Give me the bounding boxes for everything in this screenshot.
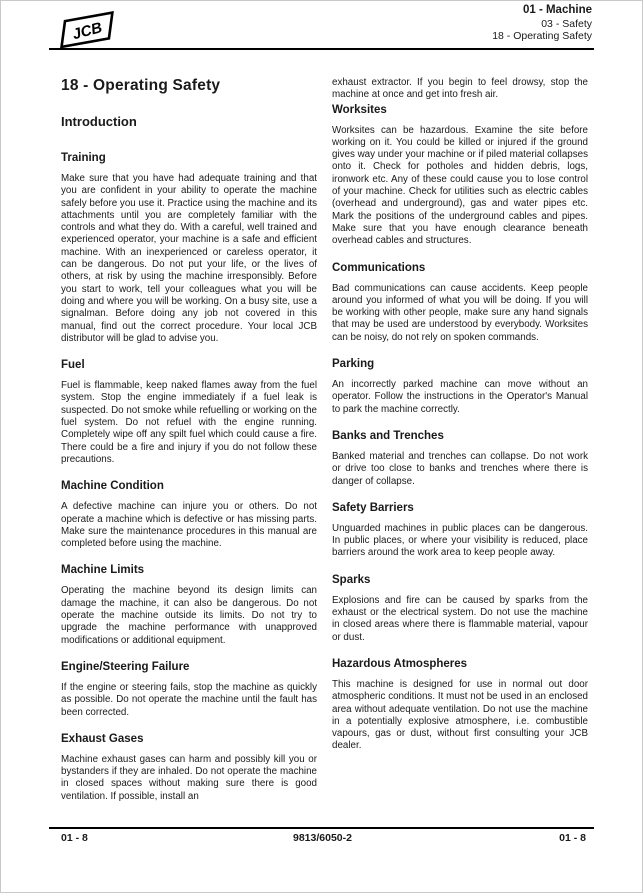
jcb-logo-icon xyxy=(51,7,121,53)
section-body: An incorrectly parked machine can move without an operator. Follow the instructions in the Operator's Manual to park the machine correctly. xyxy=(332,379,588,415)
section-communications xyxy=(332,262,588,344)
section-heading: Exhaust Gases xyxy=(61,732,144,745)
section-body: Banked material and trenches can collapse. Do not work or drive too close to banks and trenches where there is danger of collapse. xyxy=(332,450,588,487)
section-parking xyxy=(332,358,588,416)
left-column xyxy=(61,77,317,803)
intro-heading: Introduction xyxy=(61,114,137,129)
section-heading: Hazardous Atmospheres xyxy=(332,657,468,670)
section-worksites xyxy=(332,104,588,248)
section-heading: Communications xyxy=(332,261,426,274)
section-heading: Sparks xyxy=(332,573,371,586)
section-body: Worksites can be hazardous. Examine the site before working on it. You could be killed or injured if the ground gives way under your machine or if piled material collapses onto it. Check for potholes and hidden debris, logs, ironwork etc. Any of these could cause you to lose control of your machine. Check for utilities such as electric cables (overhead and underground), gas and water pipes etc. Mark the positions of the underground cables and pipes. Make sure that you have enough clearance beneath overhead cables and structures. xyxy=(332,124,588,247)
section-safety-barriers xyxy=(332,502,588,560)
footer-rule xyxy=(49,827,594,829)
section-body: Make sure that you have had adequate training and that you are confident in your ability to operate the machine safely before you use it. Practice using the machine and its attachments until you are completely familiar with the controls and what they do. With a careful, well trained and experienced operator, your machine is a safe and efficient machine. With an inexperienced or careless operator, it can be dangerous. Do not put your life, or the lives of others, at risk by using the machine irresponsibly. Before you start to work, tell your colleagues what you will be doing and where you will be working. On a busy site, use a signalman. Before doing any job not covered in this manual, find out the correct procedure. Your local JCB distributor will be glad to advise you. xyxy=(61,173,317,344)
section-training xyxy=(61,152,317,345)
header-subsection: 18 - Operating Safety xyxy=(492,30,592,43)
section-body: Bad communications can cause accidents. Keep people around you informed of what you will be doing. If you will be working with other people, make sure any hand signals that may be used are understood by everybody. Worksites can be noisy, do not rely on spoken commands. xyxy=(332,282,588,343)
section-machine-condition xyxy=(61,480,317,550)
section-exhaust-gases xyxy=(61,733,317,803)
section-body: Explosions and fire can be caused by sparks from the exhaust or the electrical system. Do not use the machine in closed areas where there is flammable material, vapour or dust. xyxy=(332,594,588,643)
header-chapter: 01 - Machine xyxy=(522,4,592,16)
section-sparks xyxy=(332,574,588,644)
section-body: If the engine or steering fails, stop the machine as quickly as possible. Do not operate the machine until the fault has been corrected. xyxy=(61,681,317,718)
footer-page-number-right: 01 - 8 xyxy=(559,832,586,844)
section-machine-limits xyxy=(61,564,317,646)
continuation-paragraph: exhaust extractor. If you begin to feel drowsy, stop the machine at once and get into fresh air. xyxy=(332,77,588,101)
section-heading: Engine/Steering Failure xyxy=(61,660,190,673)
header-section: 03 - Safety xyxy=(541,17,592,30)
footer-publication-number: 9813/6050-2 xyxy=(293,832,352,844)
section-heading: Banks and Trenches xyxy=(332,429,444,442)
header-breadcrumb xyxy=(492,4,592,43)
section-heading: Worksites xyxy=(332,103,387,116)
section-hazardous-atmospheres xyxy=(332,658,588,753)
section-heading: Safety Barriers xyxy=(332,501,414,514)
page-title: 18 - Operating Safety xyxy=(61,77,221,94)
section-heading: Machine Condition xyxy=(61,480,164,493)
section-body: A defective machine can injure you or others. Do not operate a machine which is defective or has missing parts. Make sure the maintenance procedures in this manual are completed before using the machine. xyxy=(61,501,317,550)
section-fuel xyxy=(61,359,317,466)
section-body: Unguarded machines in public places can be dangerous. In public places, or where your visibility is reduced, place barriers around the work area to keep people away. xyxy=(332,522,588,559)
section-banks-and-trenches xyxy=(332,430,588,488)
right-column xyxy=(332,77,588,753)
section-heading: Machine Limits xyxy=(61,564,145,577)
section-heading: Parking xyxy=(332,358,375,371)
section-heading: Fuel xyxy=(61,359,85,372)
section-heading: Training xyxy=(61,152,106,164)
section-body: Fuel is flammable, keep naked flames away from the fuel system. Stop the engine immediately if a fuel leak is suspected. Do not smoke while refuelling or working on the fuel system. Do not refuel with the engine running. Completely wipe off any spilt fuel which could cause a fire. There could be a fire and injury if you do not follow these precautions. xyxy=(61,380,317,465)
section-body: Operating the machine beyond its design limits can damage the machine, it can also be dangerous. Do not operate the machine outside its limits. Do not try to upgrade the machine performance with unapproved modifications or additional equipment. xyxy=(61,585,317,646)
section-body: Machine exhaust gases can harm and possibly kill you or bystanders if they are inhaled. Do not operate the machine in closed spaces without making sure there is good ventilation. If possible, install an xyxy=(61,753,317,802)
section-engine-steering-failure xyxy=(61,661,317,719)
section-body: This machine is designed for use in normal out door atmospheric conditions. It must not be used in an enclosed area without adequate ventilation. Do not use the machine in a potentially explosive atmosphere, i.e. combustible vapours, gas or dust, without first consulting your JCB dealer. xyxy=(332,678,588,752)
header-rule xyxy=(49,48,594,50)
jcb-logo xyxy=(51,7,121,53)
footer-page-number-left: 01 - 8 xyxy=(61,832,88,844)
jcb-logo-text: JCB xyxy=(70,19,105,44)
